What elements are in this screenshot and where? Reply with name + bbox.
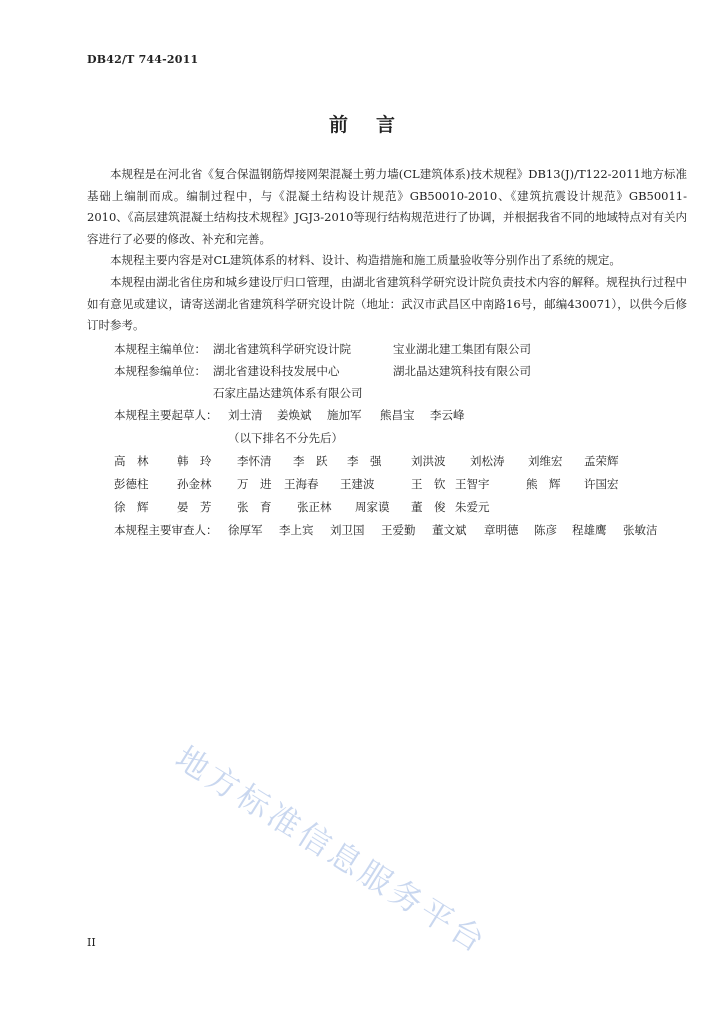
drafter-name: 徐 辉 — [114, 500, 149, 514]
chief-unit-2: 宝业湖北建工集团有限公司 — [393, 342, 531, 356]
watermark-text: 地方标准信息服务平台 — [168, 738, 495, 962]
drafters-label: 本规程主要起草人： — [114, 408, 218, 422]
drafter-name: 王建波 — [340, 477, 375, 491]
drafter-name: 刘洪波 — [411, 454, 446, 468]
drafter-name: 董 俊 — [411, 500, 446, 514]
reviewer-name: 李上宾 — [279, 523, 314, 537]
reviewer-name: 徐厚军 — [228, 523, 263, 537]
drafter-name: 李 跃 — [293, 454, 328, 468]
paragraph-3: 本规程由湖北省住房和城乡建设厅归口管理，由湖北省建筑科学研究设计院负责技术内容的解释。规程执行过程中如有意见或建议，请寄送湖北省建筑科学研究设计院（地址：武汉市武昌区中南路16号，邮编430071），以供今后修订时参考。 — [87, 275, 687, 332]
reviewer-name: 刘卫国 — [330, 523, 365, 537]
drafter-name: 刘士清 — [228, 408, 263, 422]
reviewer-name: 程雄鹰 — [572, 523, 607, 537]
drafter-name: 李 强 — [347, 454, 382, 468]
drafter-name: 姜焕斌 — [277, 408, 312, 422]
drafters-note: （以下排名不分先后） — [228, 431, 343, 445]
participant-unit-3: 石家庄晶达建筑体系有限公司 — [213, 386, 363, 400]
paragraph-1: 本规程是在河北省《复合保温钢筋焊接网架混凝土剪力墙(CL建筑体系)技术规程》DB13(J)/T122-2011地方标准基础上编制而成。编制过程中，与《混凝土结构设计规范》GB50010-2010、《建筑抗震设计规范》GB50011-2010、《高层建筑混凝土结构技术规程》JGJ3-2010等现行结构规范进行了协调，并根据我省不同的地域特点对有关内容进行了必要的修改、补充和完善。 — [87, 167, 687, 246]
paragraph-2: 本规程主要内容是对CL建筑体系的材料、设计、构造措施和施工质量验收等分别作出了系统的规定。 — [110, 253, 621, 267]
drafter-name: 韩 玲 — [177, 454, 212, 468]
participant-unit-1: 湖北省建设科技发展中心 — [213, 364, 340, 378]
drafter-name: 高 林 — [114, 454, 149, 468]
reviewers-label: 本规程主要审查人： — [114, 523, 218, 537]
participant-unit-2: 湖北晶达建筑科技有限公司 — [393, 364, 531, 378]
drafter-name: 孟荣辉 — [584, 454, 619, 468]
drafter-name: 李怀清 — [237, 454, 272, 468]
drafter-name: 熊 辉 — [526, 477, 561, 491]
drafter-name: 晏 芳 — [177, 500, 212, 514]
drafter-name: 张 育 — [237, 500, 272, 514]
reviewer-name: 董文斌 — [432, 523, 467, 537]
drafter-name: 许国宏 — [584, 477, 619, 491]
drafter-name: 王海春 — [284, 477, 319, 491]
drafter-name: 李云峰 — [430, 408, 465, 422]
drafter-name: 孙金林 — [177, 477, 212, 491]
participant-units-label: 本规程参编单位： — [114, 364, 206, 378]
drafter-name: 张正林 — [297, 500, 332, 514]
drafter-name: 刘松涛 — [470, 454, 505, 468]
reviewer-name: 张敏洁 — [623, 523, 658, 537]
standard-number: DB42/T 744-2011 — [87, 53, 199, 66]
reviewer-name: 王爱勤 — [381, 523, 416, 537]
drafter-name: 朱爱元 — [455, 500, 490, 514]
drafter-name: 周家谟 — [355, 500, 390, 514]
drafter-name: 万 进 — [237, 477, 272, 491]
drafter-name: 熊昌宝 — [380, 408, 415, 422]
drafter-name: 彭德柱 — [114, 477, 149, 491]
drafter-name: 刘维宏 — [528, 454, 563, 468]
page-number: II — [87, 936, 96, 949]
chief-unit-1: 湖北省建筑科学研究设计院 — [213, 342, 351, 356]
drafter-name: 王 钦 — [411, 477, 446, 491]
drafter-name: 王智宇 — [455, 477, 490, 491]
reviewer-name: 章明德 — [484, 523, 519, 537]
drafter-name: 施加军 — [327, 408, 362, 422]
reviewer-name: 陈彦 — [534, 523, 557, 537]
page-title: 前言 — [328, 114, 423, 136]
chief-units-label: 本规程主编单位： — [114, 342, 206, 356]
